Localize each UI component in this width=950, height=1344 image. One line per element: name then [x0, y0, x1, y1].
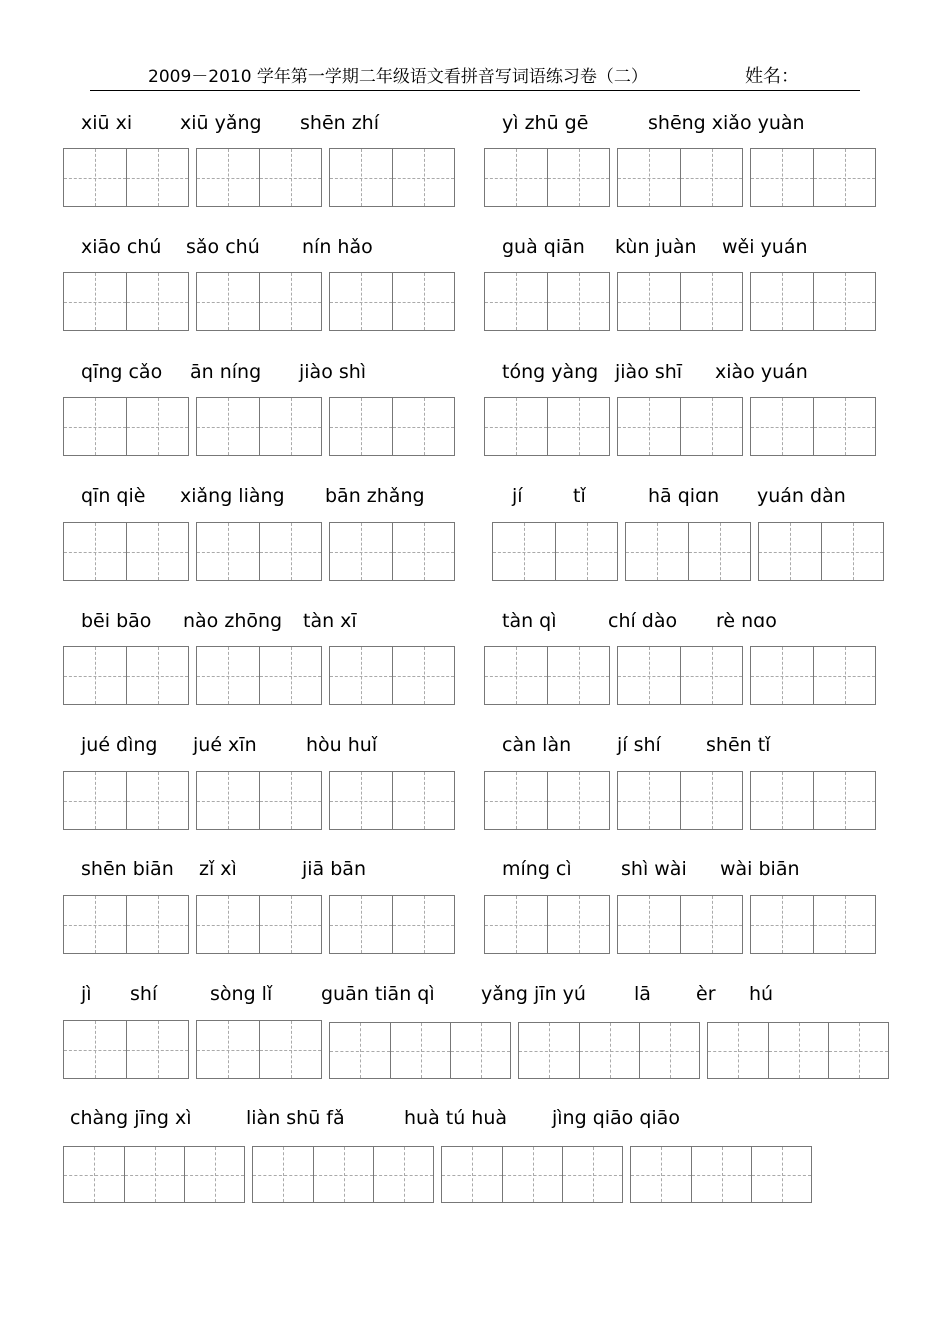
writing-box-group[interactable]	[196, 895, 322, 954]
writing-cell[interactable]	[751, 1147, 811, 1202]
writing-box-group[interactable]	[63, 522, 189, 581]
writing-cell[interactable]	[330, 149, 392, 206]
pinyin-word: jìng qiāo qiāo	[552, 1107, 680, 1129]
writing-cell[interactable]	[64, 273, 126, 330]
writing-cell[interactable]	[555, 523, 617, 580]
writing-cell[interactable]	[680, 273, 742, 330]
writing-cell[interactable]	[519, 1023, 579, 1078]
writing-cell[interactable]	[547, 273, 609, 330]
writing-cell[interactable]	[373, 1147, 433, 1202]
writing-cell[interactable]	[126, 149, 188, 206]
pinyin-word: xiāo chú	[81, 236, 162, 258]
pinyin-word: hú	[749, 983, 774, 1005]
pinyin-word: míng cì	[502, 858, 572, 880]
writing-cell[interactable]	[680, 149, 742, 206]
pinyin-word: guà qiān	[502, 236, 585, 258]
writing-cell[interactable]	[442, 1147, 502, 1202]
writing-box-group[interactable]	[617, 771, 743, 830]
pinyin-word: shēn tǐ	[706, 734, 771, 756]
writing-cell[interactable]	[259, 647, 321, 704]
writing-cell[interactable]	[259, 1021, 321, 1078]
writing-box-group[interactable]	[63, 771, 189, 830]
writing-box-group[interactable]	[196, 272, 322, 331]
writing-cell[interactable]	[485, 398, 547, 455]
writing-cell[interactable]	[64, 1021, 126, 1078]
pinyin-word: zǐ xì	[199, 858, 237, 880]
writing-cell[interactable]	[759, 523, 821, 580]
writing-box-group[interactable]	[484, 148, 610, 207]
pinyin-word: lā	[634, 983, 651, 1005]
writing-cell[interactable]	[680, 647, 742, 704]
writing-cell[interactable]	[330, 273, 392, 330]
pinyin-word: guān tiān qì	[321, 983, 435, 1005]
writing-cell[interactable]	[390, 1023, 450, 1078]
writing-cell[interactable]	[813, 896, 875, 953]
pinyin-word: xiū yǎng	[180, 112, 262, 134]
writing-box-group[interactable]	[63, 1146, 245, 1203]
writing-box-group[interactable]	[484, 895, 610, 954]
writing-cell[interactable]	[618, 772, 680, 829]
writing-cell[interactable]	[751, 273, 813, 330]
writing-box-group[interactable]	[329, 522, 455, 581]
pinyin-word: xiǎng liàng	[180, 485, 285, 507]
pinyin-word: wài biān	[720, 858, 800, 880]
pinyin-word: nín hǎo	[302, 236, 373, 258]
writing-cell[interactable]	[751, 398, 813, 455]
writing-box-group[interactable]	[329, 895, 455, 954]
writing-box-group[interactable]	[196, 1020, 322, 1079]
writing-box-group[interactable]	[252, 1146, 434, 1203]
writing-cell[interactable]	[253, 1147, 313, 1202]
writing-cell[interactable]	[821, 523, 883, 580]
writing-cell[interactable]	[124, 1147, 184, 1202]
writing-box-group[interactable]	[196, 771, 322, 830]
writing-cell[interactable]	[631, 1147, 691, 1202]
writing-cell[interactable]	[259, 149, 321, 206]
writing-cell[interactable]	[197, 523, 259, 580]
pinyin-word: qīn qiè	[81, 485, 146, 507]
writing-cell[interactable]	[547, 398, 609, 455]
writing-cell[interactable]	[126, 1021, 188, 1078]
writing-box-group[interactable]	[484, 397, 610, 456]
pinyin-word: chàng jīng xì	[70, 1107, 192, 1129]
pinyin-word: tóng yàng	[502, 361, 599, 383]
writing-box-group[interactable]	[492, 522, 618, 581]
writing-cell[interactable]	[126, 523, 188, 580]
writing-cell[interactable]	[813, 273, 875, 330]
writing-box-group[interactable]	[63, 1020, 189, 1079]
writing-cell[interactable]	[579, 1023, 639, 1078]
writing-cell[interactable]	[691, 1147, 751, 1202]
writing-cell[interactable]	[197, 772, 259, 829]
pinyin-word: jí	[512, 485, 523, 507]
writing-box-group[interactable]	[63, 646, 189, 705]
writing-cell[interactable]	[485, 149, 547, 206]
writing-cell[interactable]	[197, 896, 259, 953]
writing-cell[interactable]	[126, 273, 188, 330]
writing-cell[interactable]	[751, 149, 813, 206]
pinyin-word: jué dìng	[81, 734, 158, 756]
pinyin-word: nào zhōng	[183, 610, 283, 632]
writing-cell[interactable]	[392, 398, 454, 455]
writing-box-group[interactable]	[518, 1022, 700, 1079]
writing-cell[interactable]	[313, 1147, 373, 1202]
writing-cell[interactable]	[392, 772, 454, 829]
writing-cell[interactable]	[493, 523, 555, 580]
writing-cell[interactable]	[813, 772, 875, 829]
writing-cell[interactable]	[768, 1023, 828, 1078]
writing-box-group[interactable]	[329, 646, 455, 705]
pinyin-word: shēn biān	[81, 858, 174, 880]
writing-box-group[interactable]	[196, 148, 322, 207]
writing-cell[interactable]	[813, 647, 875, 704]
pinyin-word: huà tú huà	[404, 1107, 508, 1129]
pinyin-word: ān níng	[190, 361, 262, 383]
writing-box-group[interactable]	[750, 771, 876, 830]
pinyin-word: sòng lǐ	[210, 983, 273, 1005]
writing-cell[interactable]	[392, 149, 454, 206]
writing-cell[interactable]	[126, 398, 188, 455]
pinyin-word: jiào shì	[299, 361, 367, 383]
writing-cell[interactable]	[330, 647, 392, 704]
pinyin-word: jí shí	[617, 734, 661, 756]
writing-cell[interactable]	[502, 1147, 562, 1202]
writing-cell[interactable]	[392, 647, 454, 704]
writing-box-group[interactable]	[329, 771, 455, 830]
writing-cell[interactable]	[392, 273, 454, 330]
pinyin-word: shí	[130, 983, 158, 1005]
writing-cell[interactable]	[547, 896, 609, 953]
writing-box-group[interactable]	[329, 397, 455, 456]
pinyin-word: tǐ	[573, 485, 586, 507]
worksheet-title: 2009－2010 学年第一学期二年级语文看拼音写词语练习卷（二）	[148, 67, 648, 87]
writing-cell[interactable]	[485, 273, 547, 330]
pinyin-word: chí dào	[608, 610, 678, 632]
writing-cell[interactable]	[618, 896, 680, 953]
pinyin-word: èr	[696, 983, 716, 1005]
writing-box-group[interactable]	[196, 397, 322, 456]
pinyin-word: shēng xiǎo yuàn	[648, 112, 805, 134]
pinyin-word: bān zhǎng	[325, 485, 425, 507]
writing-cell[interactable]	[197, 273, 259, 330]
writing-cell[interactable]	[197, 149, 259, 206]
writing-cell[interactable]	[751, 772, 813, 829]
pinyin-word: sǎo chú	[186, 236, 260, 258]
pinyin-word: xiào yuán	[715, 361, 808, 383]
writing-cell[interactable]	[197, 398, 259, 455]
writing-box-group[interactable]	[441, 1146, 623, 1203]
writing-box-group[interactable]	[329, 272, 455, 331]
writing-cell[interactable]	[618, 398, 680, 455]
writing-cell[interactable]	[64, 398, 126, 455]
writing-cell[interactable]	[64, 896, 126, 953]
writing-cell[interactable]	[450, 1023, 510, 1078]
writing-box-group[interactable]	[329, 1022, 511, 1079]
pinyin-word: hā qiɑn	[648, 485, 720, 507]
writing-box-group[interactable]	[196, 522, 322, 581]
writing-cell[interactable]	[813, 149, 875, 206]
writing-cell[interactable]	[828, 1023, 888, 1078]
writing-cell[interactable]	[485, 647, 547, 704]
pinyin-word: liàn shū fǎ	[246, 1107, 345, 1129]
pinyin-word: wěi yuán	[722, 236, 808, 258]
writing-box-group[interactable]	[617, 895, 743, 954]
writing-cell[interactable]	[64, 149, 126, 206]
writing-box-group[interactable]	[750, 646, 876, 705]
pinyin-word: jué xīn	[193, 734, 257, 756]
writing-box-group[interactable]	[617, 397, 743, 456]
writing-cell[interactable]	[813, 398, 875, 455]
pinyin-word: rè nɑo	[716, 610, 777, 632]
writing-cell[interactable]	[126, 896, 188, 953]
writing-cell[interactable]	[485, 896, 547, 953]
writing-box-group[interactable]	[630, 1146, 812, 1203]
writing-cell[interactable]	[197, 1021, 259, 1078]
writing-cell[interactable]	[547, 647, 609, 704]
writing-cell[interactable]	[126, 647, 188, 704]
writing-cell[interactable]	[259, 896, 321, 953]
pinyin-word: jiā bān	[302, 858, 366, 880]
pinyin-word: shì wài	[621, 858, 687, 880]
writing-cell[interactable]	[618, 273, 680, 330]
pinyin-word: hòu huǐ	[306, 734, 378, 756]
writing-cell[interactable]	[618, 149, 680, 206]
writing-box-group[interactable]	[484, 646, 610, 705]
writing-cell[interactable]	[126, 772, 188, 829]
writing-cell[interactable]	[708, 1023, 768, 1078]
writing-cell[interactable]	[330, 398, 392, 455]
writing-cell[interactable]	[330, 1023, 390, 1078]
writing-cell[interactable]	[64, 523, 126, 580]
writing-cell[interactable]	[547, 149, 609, 206]
writing-cell[interactable]	[259, 523, 321, 580]
writing-cell[interactable]	[259, 273, 321, 330]
writing-cell[interactable]	[64, 647, 126, 704]
writing-cell[interactable]	[330, 772, 392, 829]
writing-cell[interactable]	[392, 523, 454, 580]
writing-box-group[interactable]	[329, 148, 455, 207]
writing-cell[interactable]	[680, 772, 742, 829]
pinyin-word: qīng cǎo	[81, 361, 163, 383]
writing-box-group[interactable]	[63, 397, 189, 456]
pinyin-word: kùn juàn	[615, 236, 697, 258]
writing-box-group[interactable]	[196, 646, 322, 705]
pinyin-word: yuán dàn	[757, 485, 846, 507]
writing-box-group[interactable]	[617, 646, 743, 705]
writing-cell[interactable]	[259, 398, 321, 455]
pinyin-word: bēi bāo	[81, 610, 152, 632]
writing-cell[interactable]	[485, 772, 547, 829]
writing-cell[interactable]	[618, 647, 680, 704]
writing-box-group[interactable]	[758, 522, 884, 581]
writing-cell[interactable]	[197, 647, 259, 704]
writing-box-group[interactable]	[750, 148, 876, 207]
writing-cell[interactable]	[680, 896, 742, 953]
pinyin-word: shēn zhí	[300, 112, 380, 134]
writing-box-group[interactable]	[63, 148, 189, 207]
writing-box-group[interactable]	[617, 148, 743, 207]
writing-cell[interactable]	[688, 523, 750, 580]
writing-box-group[interactable]	[63, 895, 189, 954]
writing-cell[interactable]	[259, 772, 321, 829]
pinyin-word: yǎng jīn yú	[481, 983, 586, 1005]
writing-cell[interactable]	[392, 896, 454, 953]
writing-cell[interactable]	[751, 896, 813, 953]
writing-cell[interactable]	[626, 523, 688, 580]
pinyin-word: càn làn	[502, 734, 572, 756]
writing-cell[interactable]	[751, 647, 813, 704]
writing-cell[interactable]	[547, 772, 609, 829]
pinyin-word: tàn xī	[303, 610, 357, 632]
writing-box-group[interactable]	[625, 522, 751, 581]
writing-box-group[interactable]	[707, 1022, 889, 1079]
writing-cell[interactable]	[330, 523, 392, 580]
writing-box-group[interactable]	[750, 397, 876, 456]
pinyin-word: jiào shī	[615, 361, 683, 383]
writing-box-group[interactable]	[750, 272, 876, 331]
name-label: 姓名：	[745, 66, 799, 87]
writing-cell[interactable]	[64, 1147, 124, 1202]
pinyin-word: jì	[81, 983, 92, 1005]
writing-box-group[interactable]	[617, 272, 743, 331]
writing-box-group[interactable]	[63, 272, 189, 331]
writing-cell[interactable]	[184, 1147, 244, 1202]
writing-cell[interactable]	[680, 398, 742, 455]
writing-cell[interactable]	[330, 896, 392, 953]
writing-cell[interactable]	[639, 1023, 699, 1078]
writing-box-group[interactable]	[484, 272, 610, 331]
writing-box-group[interactable]	[750, 895, 876, 954]
worksheet-header	[90, 66, 860, 91]
writing-box-group[interactable]	[484, 771, 610, 830]
pinyin-word: yì zhū gē	[502, 112, 589, 134]
pinyin-word: tàn qì	[502, 610, 557, 632]
pinyin-word: xiū xi	[81, 112, 133, 134]
writing-cell[interactable]	[562, 1147, 622, 1202]
writing-cell[interactable]	[64, 772, 126, 829]
